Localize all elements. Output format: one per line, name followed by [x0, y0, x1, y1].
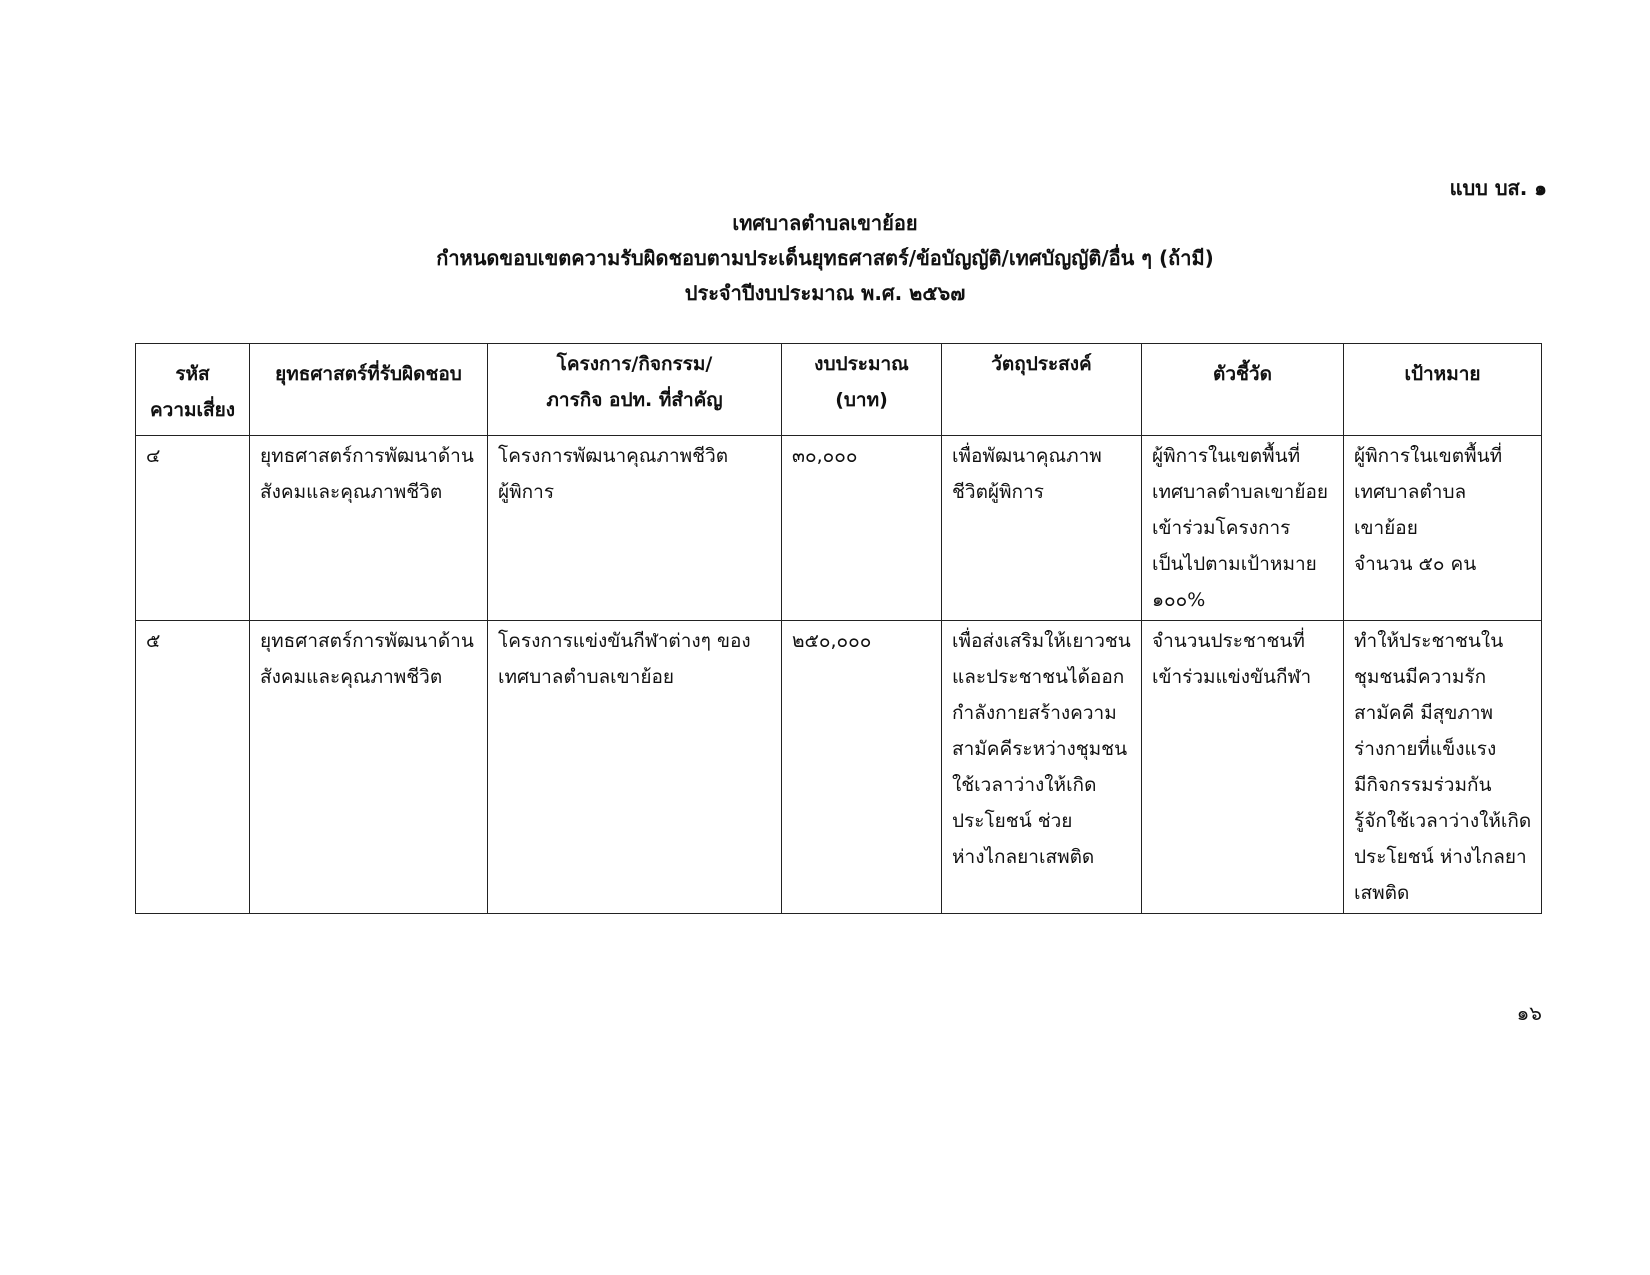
cell-text: และประชาชนได้ออก: [952, 666, 1125, 688]
header-budget: [782, 344, 942, 436]
header-target: [1344, 344, 1542, 436]
header-text: รหัส: [175, 363, 210, 385]
cell-text: ยุทธศาสตร์การพัฒนาด้าน: [260, 445, 474, 467]
cell-text: เสพติด: [1354, 882, 1410, 904]
header-indicator: [1142, 344, 1344, 436]
cell-text: โครงการพัฒนาคุณภาพชีวิต: [498, 445, 729, 467]
cell-indicator: [1142, 436, 1344, 621]
page-subtitle: กำหนดขอบเขตความรับผิดชอบตามประเด็นยุทธศาสตร์/ข้อบัญญัติ/เทศบัญญัติ/อื่น ๆ (ถ้ามี): [436, 246, 1214, 270]
cell-text: ผู้พิการในเขตพื้นที่: [1354, 445, 1503, 467]
cell-budget: [782, 436, 942, 621]
cell-text: ทำให้ประชาชนใน: [1354, 630, 1504, 652]
cell-text: เขาย้อย: [1354, 517, 1418, 539]
cell-text: สังคมและคุณภาพชีวิต: [260, 666, 443, 688]
header-text: (บาท): [835, 389, 888, 411]
page-number: ๑๖: [1516, 1001, 1542, 1025]
cell-text: เพื่อพัฒนาคุณภาพ: [952, 445, 1102, 467]
header-project: [488, 344, 782, 436]
cell-project: [488, 621, 782, 914]
cell-strategy: [250, 436, 488, 621]
cell-text: เป็นไปตามเป้าหมาย: [1152, 553, 1317, 575]
table-row: [136, 621, 1542, 914]
cell-strategy: [250, 621, 488, 914]
fiscal-year-title: ประจำปีงบประมาณ พ.ศ. ๒๕๖๗: [684, 281, 966, 305]
cell-text: เทศบาลตำบล: [1354, 481, 1467, 503]
cell-text: กำลังกายสร้างความ: [952, 702, 1117, 724]
cell-risk-code: [136, 621, 250, 914]
cell-text: เทศบาลตำบลเขาย้อย: [498, 666, 674, 688]
cell-text: รู้จักใช้เวลาว่างให้เกิด: [1354, 810, 1532, 832]
header-text: วัตถุประสงค์: [991, 353, 1092, 375]
cell-risk-code: [136, 436, 250, 621]
cell-text: เพื่อส่งเสริมให้เยาวชน: [952, 630, 1131, 652]
cell-text: สามัคคีระหว่างชุมชน: [952, 738, 1128, 760]
form-code: แบบ บส. ๑: [1449, 176, 1547, 200]
cell-objective: [942, 621, 1142, 914]
header-text: ภารกิจ อปท. ที่สำคัญ: [546, 389, 723, 411]
header-text: ยุทธศาสตร์ที่รับผิดชอบ: [275, 363, 462, 385]
header-text: งบประมาณ: [814, 353, 909, 375]
cell-text: โครงการแข่งขันกีฬาต่างๆ ของ: [498, 630, 751, 652]
cell-text: จำนวน ๕๐ คน: [1354, 553, 1477, 575]
header-text: ความเสี่ยง: [149, 399, 236, 421]
cell-text: จำนวนประชาชนที่: [1152, 630, 1305, 652]
header-strategy: [250, 344, 488, 436]
header-risk-code: [136, 344, 250, 436]
cell-text: ใช้เวลาว่างให้เกิด: [952, 774, 1097, 796]
header-text: เป้าหมาย: [1404, 363, 1481, 385]
header-text: โครงการ/กิจกรรม/: [556, 353, 713, 375]
cell-text: ร่างกายที่แข็งแรง: [1354, 738, 1497, 760]
cell-text: ๓๐,๐๐๐: [792, 445, 858, 467]
cell-project: [488, 436, 782, 621]
cell-objective: [942, 436, 1142, 621]
cell-text: มีกิจกรรมร่วมกัน: [1354, 774, 1492, 796]
cell-text: ผู้พิการในเขตพื้นที่: [1152, 445, 1301, 467]
cell-text: เข้าร่วมโครงการ: [1152, 517, 1291, 539]
page-title: เทศบาลตำบลเขาย้อย: [732, 211, 918, 235]
cell-target: [1344, 436, 1542, 621]
table-row: [136, 436, 1542, 621]
cell-text: ๔: [146, 445, 161, 467]
cell-text: ห่างไกลยาเสพติด: [952, 846, 1095, 868]
table-header-row: [136, 344, 1542, 436]
cell-target: [1344, 621, 1542, 914]
responsibility-table: [135, 343, 1542, 914]
cell-budget: [782, 621, 942, 914]
cell-text: เข้าร่วมแข่งขันกีฬา: [1152, 666, 1312, 688]
cell-text: ประโยชน์ ห่างไกลยา: [1354, 846, 1527, 868]
cell-text: ผู้พิการ: [498, 481, 555, 503]
cell-text: ประโยชน์ ช่วย: [952, 810, 1073, 832]
cell-text: ชีวิตผู้พิการ: [952, 481, 1044, 503]
cell-indicator: [1142, 621, 1344, 914]
cell-text: ยุทธศาสตร์การพัฒนาด้าน: [260, 630, 474, 652]
cell-text: ๕: [146, 630, 161, 652]
header-text: ตัวชี้วัด: [1213, 363, 1272, 385]
cell-text: ๑๐๐%: [1152, 589, 1206, 611]
cell-text: สังคมและคุณภาพชีวิต: [260, 481, 443, 503]
cell-text: สามัคคี มีสุขภาพ: [1354, 702, 1494, 724]
cell-text: เทศบาลตำบลเขาย้อย: [1152, 481, 1328, 503]
cell-text: ชุมชนมีความรัก: [1354, 666, 1487, 688]
header-objective: [942, 344, 1142, 436]
cell-text: ๒๕๐,๐๐๐: [792, 630, 872, 652]
